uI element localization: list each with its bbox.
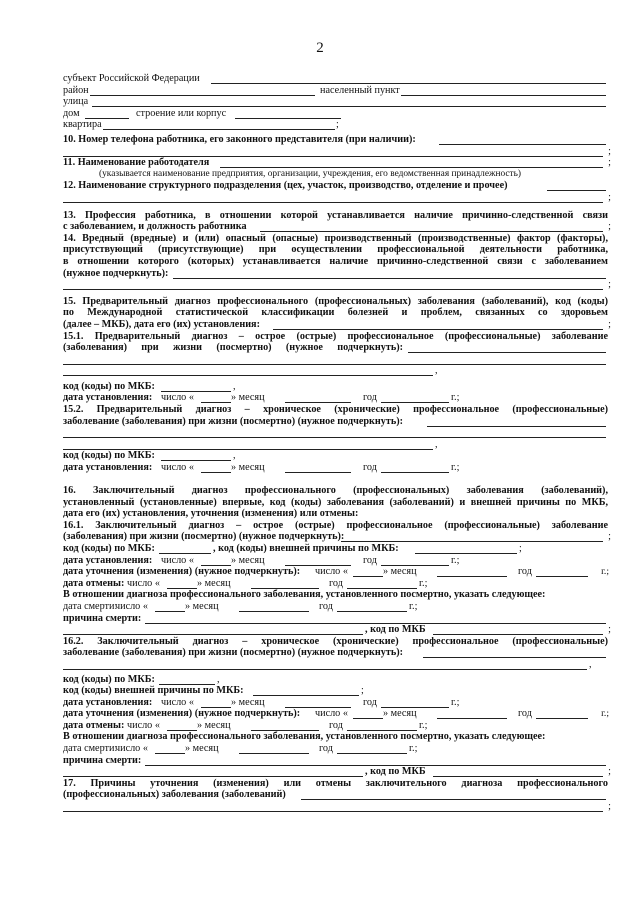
- s15-end: ;: [608, 318, 611, 330]
- s11-hint-line: [63, 169, 608, 181]
- s16-1-death-year-field[interactable]: [337, 601, 407, 612]
- s16-2-year-label: год: [363, 696, 377, 708]
- phone-field-2[interactable]: [63, 146, 603, 157]
- s15-2-icd-line: [63, 450, 608, 462]
- s15-1-l1: 15.1. Предварительный диагноз – острое (острые) профессиональное (профессиональные) заболевание: [63, 330, 608, 342]
- s10-label: 10. Номер телефона работника, его законного представителя (при наличии):: [63, 134, 416, 145]
- s12-line: [63, 180, 608, 192]
- s15-2-l2: заболевание (заболевания) при жизни (посмертно) (нужное подчеркнуть):: [63, 415, 404, 427]
- s16-2-extra-line: [63, 659, 608, 671]
- s16-1-end: ;: [608, 531, 611, 543]
- s16-1-l1: 16.1. Заключительный диагноз – острое (острые) профессиональное (профессиональные) заболевание: [63, 519, 608, 531]
- apartment-label: квартира: [63, 119, 102, 131]
- s17-field[interactable]: [301, 789, 606, 800]
- s16-1-death-day-label: число «: [115, 600, 148, 612]
- s16-2-month-field[interactable]: [285, 697, 351, 708]
- employer-field[interactable]: [220, 157, 603, 168]
- subject-field[interactable]: [211, 73, 606, 84]
- s15-l3: (далее – МКБ), дата его (их) установления:: [63, 318, 260, 330]
- s15-2-comma: ,: [435, 438, 438, 450]
- s16-2-cancel-year-field[interactable]: [347, 720, 417, 731]
- s15-1-extra-line-1: [63, 354, 608, 366]
- s16-1-day-label: число «: [161, 554, 194, 566]
- s16-2-l2: заболевание (заболевания) при жизни (посмертно) (нужное подчеркнуть):: [63, 647, 404, 659]
- s16-1-cancel-year-suffix: г.;: [419, 577, 428, 589]
- s16-1-death-year-label: год: [319, 600, 333, 612]
- s16-1-cause-line: [63, 613, 608, 625]
- s15-1-field[interactable]: [408, 342, 606, 353]
- s16-2-icd-label: код (коды) по МКБ:: [63, 673, 155, 685]
- s16-2-clarify-day-label: число «: [315, 708, 348, 720]
- s16-2-cause-label: причина смерти:: [63, 754, 142, 766]
- s16-1-clarify-year-field[interactable]: [536, 566, 588, 577]
- s16-1-clarify-line: [63, 566, 608, 578]
- s17-l2-line: [63, 789, 608, 801]
- street-label: улица: [63, 96, 89, 108]
- s15-2-icd-label: код (коды) по МКБ:: [63, 450, 155, 462]
- s13-l2-line: [63, 221, 611, 233]
- s14-l3: в отношении которого (которых) устанавливается наличие причинно-следственной связи с заболеванием: [63, 255, 608, 267]
- s16-2-death-month-field[interactable]: [239, 743, 309, 754]
- s16-1-cancel-day-field[interactable]: [167, 578, 197, 589]
- s16-2-cause-icd-field[interactable]: [433, 766, 603, 777]
- s16-2-clarify-year-label: год: [518, 708, 532, 720]
- s14-l2: присутствующий (присутствующие) при осуществлении профессиональной деятельности работника,: [63, 244, 608, 256]
- s16-2-death-year-label: год: [319, 743, 333, 755]
- s15-1-date-label: дата установления:: [63, 392, 153, 404]
- s16-1-year-field[interactable]: [381, 555, 449, 566]
- house-field[interactable]: [85, 108, 129, 119]
- s16-2-icd-field[interactable]: [159, 674, 215, 685]
- s16-2-death-year-field[interactable]: [337, 743, 407, 754]
- s16-1-icd-field[interactable]: [159, 543, 211, 554]
- s10-end: ;: [608, 145, 611, 157]
- s15-1-field-2[interactable]: [63, 354, 606, 365]
- s16-1-cancel-year-field[interactable]: [347, 578, 417, 589]
- s16-1-l2: (заболевания) при жизни (посмертно) (нужное подчеркнуть):: [63, 531, 345, 543]
- s17-end: ;: [608, 801, 611, 813]
- s16-2-cause-line: [63, 755, 608, 767]
- s16-2-cancel-line: [63, 720, 608, 732]
- apartment-end: ;: [336, 119, 339, 131]
- s13-end: ;: [608, 221, 611, 233]
- s16-1-l2-line: [63, 531, 611, 543]
- s16-1-cause-icd-label: , код по МКБ: [365, 624, 426, 636]
- phone-field[interactable]: [439, 134, 606, 145]
- s16-1-cause-end: ;: [608, 624, 611, 636]
- s15-2-day-field[interactable]: [201, 462, 231, 473]
- s17-l2: (профессиональных) заболевания (заболеваний): [63, 789, 286, 801]
- s16-2-death-day-field[interactable]: [155, 743, 185, 754]
- s16-2-cause-icd-label: , код по МКБ: [365, 766, 426, 778]
- s15-1-date-line: [63, 392, 608, 404]
- s16-2-field[interactable]: [423, 647, 606, 658]
- s16-1-clarify-day-label: число «: [315, 566, 348, 578]
- s16-1-day-field[interactable]: [201, 555, 231, 566]
- s13-l1: 13. Профессия работника, в отношении которой устанавливается наличие причинно-следственной связи: [63, 209, 608, 221]
- s12-end: ;: [608, 191, 611, 203]
- s16-l3: дата его (их) установления, уточнения (изменения) или отмены:: [63, 508, 359, 520]
- s15-l2: по Международной статистической классификации болезней и проблем, связанных со здоровьем: [63, 307, 608, 319]
- s15-2-year-suffix: г.;: [451, 462, 460, 474]
- s16-1-year-label: год: [363, 554, 377, 566]
- s16-2-date-label: дата установления:: [63, 696, 153, 708]
- s15-1-day-field[interactable]: [201, 392, 231, 403]
- s16-1-cancel-day-label: число «: [127, 577, 160, 589]
- s16-2-comma: ,: [589, 658, 592, 670]
- s16-1-icd-line: [63, 543, 608, 555]
- s17-field-2[interactable]: [63, 801, 603, 812]
- locality-label: населенный пункт: [320, 84, 400, 96]
- s16-1-clarify-label: дата уточнения (изменения) (нужное подчеркнуть):: [63, 566, 301, 578]
- s15-l3-line: [63, 318, 611, 331]
- s16-1-month-label: » месяц: [231, 554, 265, 566]
- s16-2-cancel-month-label: » месяц: [197, 719, 231, 731]
- s16-1-clarify-year-suffix: г.;: [601, 566, 609, 578]
- district-field[interactable]: [90, 85, 315, 96]
- s16-l2: установленный (установленные) впервые, код (коды) заболевания (заболеваний) и внешней причины по МКБ,: [63, 496, 608, 508]
- s14-end: ;: [608, 279, 611, 291]
- s15-2-extra-line-1: [63, 427, 608, 439]
- s16-2-cancel-year-label: год: [329, 719, 343, 731]
- s16-2-posthumous-note: В отношении диагноза профессионального заболевания, установленного посмертно, указать следующее:: [63, 731, 546, 743]
- s15-1-year-suffix: г.;: [451, 392, 460, 404]
- s16-2-year-field[interactable]: [381, 697, 449, 708]
- s16-1-clarify-month-label: » месяц: [383, 566, 417, 578]
- district-label: район: [63, 84, 89, 96]
- s16-1-death-month-field[interactable]: [239, 601, 309, 612]
- s16-2-cause-field[interactable]: [145, 755, 606, 766]
- profession-field[interactable]: [260, 221, 603, 232]
- s12-extra-line: [63, 191, 611, 204]
- s16-2-date-line: [63, 697, 608, 709]
- s16-2-death-line: [63, 743, 608, 755]
- s15-2-field-3[interactable]: [63, 439, 433, 450]
- s16-1-ext-field[interactable]: [415, 543, 517, 554]
- s16-1-clarify-day-field[interactable]: [353, 566, 383, 577]
- s16-2-death-label: дата смерти:: [63, 743, 118, 755]
- s15-2-day-label: число «: [161, 462, 194, 474]
- house-line: [63, 108, 608, 120]
- s15-2-l1: 15.2. Предварительный диагноз – хроническое (хронические) профессиональное (профессиональные): [63, 404, 608, 416]
- s16-2-clarify-year-field[interactable]: [536, 708, 588, 719]
- s16-1-cancel-year-label: год: [329, 577, 343, 589]
- s15-2-month-field[interactable]: [285, 462, 351, 473]
- s16-2-cause-field-2[interactable]: [63, 766, 363, 777]
- s15-1-year-label: год: [363, 392, 377, 404]
- s17-extra-line: [63, 801, 611, 813]
- s10-line: [63, 134, 608, 146]
- s15-1-extra-line-2: [63, 365, 608, 377]
- s15-1-icd-comma: ,: [233, 380, 236, 392]
- s15-1-icd-label: код (коды) по МКБ:: [63, 380, 155, 392]
- s16-1-posthumous-note: В отношении диагноза профессионального заболевания, установленного посмертно, указать следующее:: [63, 589, 546, 601]
- s16-1-death-month-label: » месяц: [185, 600, 219, 612]
- s16-2-cancel-year-suffix: г.;: [419, 719, 428, 731]
- s16-1-cancel-label: дата отмены:: [63, 577, 125, 589]
- hazard-field[interactable]: [173, 268, 606, 279]
- s15-1-l2: (заболевания) при жизни (посмертно) (нужное подчеркнуть):: [63, 342, 403, 354]
- s16-2-clarify-day-field[interactable]: [353, 708, 383, 719]
- s16-1-date-label: дата установления:: [63, 554, 153, 566]
- s16-2-day-label: число «: [161, 696, 194, 708]
- apartment-field[interactable]: [103, 119, 335, 130]
- s15-1-month-label: » месяц: [231, 392, 265, 404]
- hazard-field-2[interactable]: [63, 279, 603, 290]
- s16-2-cancel-month-field[interactable]: [251, 720, 319, 731]
- s16-2-clarify-line: [63, 708, 608, 720]
- s15-2-l2-line: [63, 416, 608, 428]
- s16-1-cause-icd-line: [63, 624, 611, 636]
- s16-1-field[interactable]: [341, 531, 603, 542]
- s16-1-cancel-month-label: » месяц: [197, 577, 231, 589]
- subject-label: субъект Российской Федерации: [63, 73, 200, 84]
- s16-1-death-year-suffix: г.;: [409, 600, 418, 612]
- s16-2-death-month-label: » месяц: [185, 743, 219, 755]
- s16-1-death-label: дата смерти:: [63, 600, 118, 612]
- s15-1-icd-line: [63, 381, 608, 393]
- s15-1-month-field[interactable]: [285, 392, 351, 403]
- s15-2-icd-field[interactable]: [161, 450, 231, 461]
- s16-1-ext-label: , код (коды) внешней причины по МКБ:: [213, 542, 399, 554]
- s16-1-cancel-month-field[interactable]: [251, 578, 319, 589]
- s16-2-death-day-label: число «: [115, 743, 148, 755]
- street-line: [63, 96, 608, 108]
- s16-2-icd-comma: ,: [217, 673, 220, 685]
- s16-2-clarify-month-field[interactable]: [437, 708, 507, 719]
- s16-2-cancel-day-label: число «: [127, 719, 160, 731]
- s12-label: 12. Наименование структурного подразделения (цех, участок, производство, отделение и прочее): [63, 180, 508, 192]
- s16-2-cause-end: ;: [608, 766, 611, 778]
- s16-2-ext-end: ;: [361, 685, 364, 697]
- subject-line: [63, 73, 608, 85]
- s15-2-icd-comma: ,: [233, 450, 236, 462]
- s16-2-year-suffix: г.;: [451, 696, 460, 708]
- s15-1-field-3[interactable]: [63, 365, 433, 376]
- s16-1-cause-label: причина смерти:: [63, 612, 142, 624]
- s16-2-cancel-day-field[interactable]: [167, 720, 197, 731]
- s15-2-field[interactable]: [427, 416, 606, 427]
- s14-l1: 14. Вредный (вредные) и (или) опасный (опасные) производственный (производственные) фактор (факторы),: [63, 232, 608, 244]
- s14-l4-line: [63, 268, 608, 280]
- s16-2-cause-icd-line: [63, 766, 611, 778]
- house-label: дом: [63, 107, 80, 119]
- s16-1-date-line: [63, 555, 608, 567]
- apartment-line: [63, 119, 608, 131]
- s16-2-ext-field[interactable]: [253, 685, 359, 696]
- s16-1-clarify-month-field[interactable]: [437, 566, 507, 577]
- s16-1-cause-field-2[interactable]: [63, 624, 363, 635]
- s15-1-comma: ,: [435, 365, 438, 377]
- s16-1-month-field[interactable]: [285, 555, 351, 566]
- s16-1-cause-icd-field[interactable]: [433, 624, 603, 635]
- s16-2-field-2[interactable]: [63, 659, 587, 670]
- s11-end: ;: [608, 157, 611, 169]
- s10-extra-line: [63, 145, 611, 158]
- s16-2-ext-label: код (коды) внешней причины по МКБ:: [63, 685, 244, 697]
- s15-1-icd-field[interactable]: [161, 381, 231, 392]
- street-field[interactable]: [92, 96, 606, 107]
- s15-1-year-field[interactable]: [381, 392, 449, 403]
- s15-2-field-2[interactable]: [63, 427, 606, 438]
- s16-2-clarify-month-label: » месяц: [383, 708, 417, 720]
- s15-2-year-field[interactable]: [381, 462, 449, 473]
- s16-l1: 16. Заключительный диагноз профессионального (профессиональных) заболевания (заболеваний),: [63, 485, 608, 496]
- s16-2-death-year-suffix: г.;: [409, 743, 418, 755]
- s11-hint: (указывается наименование предприятия, организации, учреждения, его ведомственная принадлежность): [99, 168, 522, 179]
- s15-2-date-label: дата установления:: [63, 462, 153, 474]
- address-block: [63, 73, 608, 131]
- s14-l4: (нужное подчеркнуть):: [63, 267, 169, 279]
- building-field[interactable]: [235, 108, 341, 119]
- s15-l1: 15. Предварительный диагноз профессионального (профессиональных) заболевания (заболеваний), код (коды): [63, 295, 608, 307]
- s16-2-clarify-year-suffix: г.;: [601, 708, 609, 720]
- s15-field[interactable]: [273, 319, 603, 330]
- s16-1-icd-label: код (коды) по МКБ:: [63, 542, 155, 554]
- s16-1-clarify-year-label: год: [518, 566, 532, 578]
- s16-2-day-field[interactable]: [201, 697, 231, 708]
- s11-line: [63, 157, 611, 169]
- building-label: строение или корпус: [136, 107, 227, 119]
- s16-2-clarify-label: дата уточнения (изменения) (нужное подчеркнуть):: [63, 708, 301, 720]
- s16-1-death-day-field[interactable]: [155, 601, 185, 612]
- s16-2-ext-line: [63, 685, 608, 697]
- s16-1-ext-end: ;: [519, 542, 522, 554]
- s15-2-extra-line-2: [63, 439, 608, 451]
- s16-1-year-suffix: г.;: [451, 554, 460, 566]
- section-16: [63, 485, 611, 813]
- sections-10-15: [63, 134, 611, 474]
- s16-2-l1: 16.2. Заключительный диагноз – хроническое (хронические) профессиональное (профессиональные): [63, 635, 608, 647]
- s15-2-year-label: год: [363, 462, 377, 474]
- s13-l2: с заболеванием, и должность работника: [63, 221, 247, 233]
- s15-2-date-line: [63, 462, 608, 474]
- locality-field[interactable]: [401, 85, 606, 96]
- subdivision-field-2[interactable]: [63, 192, 603, 203]
- page-number: 2: [316, 40, 324, 56]
- s15-1-l2-line: [63, 342, 608, 354]
- s16-2-icd-line: [63, 674, 608, 686]
- s16-1-death-line: [63, 601, 608, 613]
- s16-1-cause-field[interactable]: [145, 613, 606, 624]
- subdivision-field[interactable]: [547, 180, 606, 191]
- s11-label: 11. Наименование работодателя: [63, 157, 210, 169]
- s16-2-l2-line: [63, 647, 608, 659]
- s15-1-day-label: число «: [161, 392, 194, 404]
- s15-2-month-label: » месяц: [231, 462, 265, 474]
- s17-l1: 17. Причины уточнения (изменения) или отмены заключительного диагноза профессионального: [63, 777, 608, 789]
- s16-2-cancel-label: дата отмены:: [63, 719, 125, 731]
- s16-1-cancel-line: [63, 578, 608, 590]
- district-line: [63, 85, 608, 97]
- s14-extra-line: [63, 279, 611, 291]
- s16-2-month-label: » месяц: [231, 696, 265, 708]
